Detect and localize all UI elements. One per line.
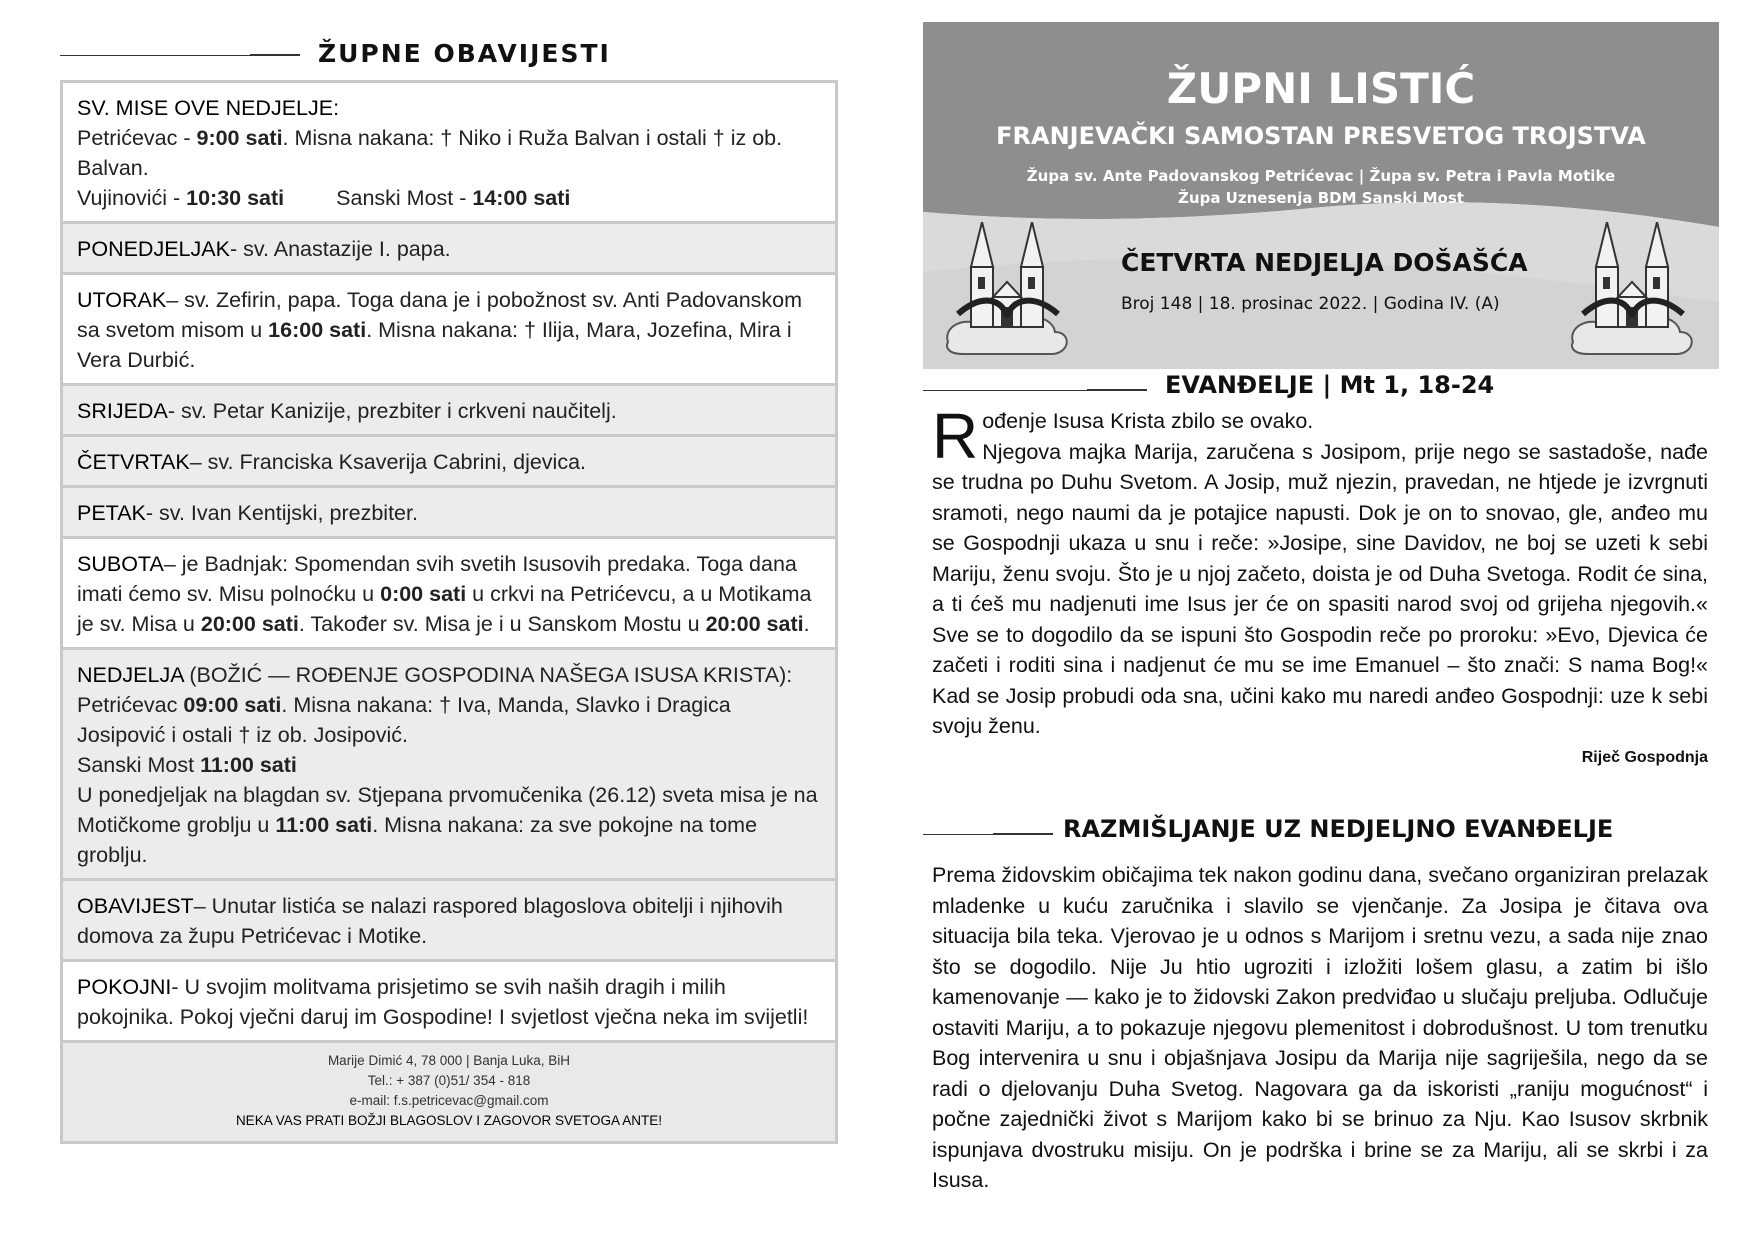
notice-text: u crkvi na Petrićevcu, a u Motikama je sv. Misa u [77,582,812,636]
parishes-line: Župa sv. Ante Padovanskog Petrićevac | Župa sv. Petra i Pavla Motike [1026,167,1616,185]
reflection-title: RAZMIŠLJANJE UZ NEDJELJNO EVANĐELJE [1063,815,1614,843]
notice-text: - sv. Ivan Kentijski, prezbiter. [145,501,418,525]
notice-saturday [63,539,835,650]
reflection-text: Prema židovskim običajima tek nakon godinu dana, svečano organiziran prelazak mladenke u kuću zaručnika i slavilo se vjenčanje. Za Josipa je čitava ova situacija bila teka. Vjerovao je u odnos s Marijom i sretnu vezu, a sada nije znao što se dogodilo. Nije Ju htio ugroziti i izložiti lošem glasu, a zatim bi išlo kamenovanje — kako je to židovski Zakon predviđao u slučaju preljuba. Odlučuje ostaviti Mariju, a to pokazuje njegovu plemenitost i dobrodušnost. U tom trenutku Bog intervenira u snu i objašnjava Josipu da Marija nije sagriješila, nego da se radi o djelovanju Duha Svetog. Nagovara ga da iskoristi „raniju mogućnost“ i počne zajednički život s Marijom kako bi se brinuo za Nju. Kao Isusov skrbnik ispunjava dvostruku misiju. On je podrška i brine se za Mariju, ali se skrbi i za Isusa. [932,863,1708,1192]
footer-phone: Tel.: + 387 (0)51/ 354 - 818 [367,1073,531,1088]
notice-text: . Misna nakana: za sve pokojne na tome groblju. [77,813,758,867]
notices-list [60,80,838,1043]
friary-name: FRANJEVAČKI SAMOSTAN PRESVETOG TROJSTVA [996,122,1646,150]
notice-time: 14:00 sati [472,186,571,210]
notice-text: U ponedjeljak na blagdan sv. Stjepana prvomučenika (26.12) sveta misa je na Motičkome groblju u [77,783,818,837]
reflection-heading [923,815,1723,851]
notice-time: 0:00 sati [380,582,467,606]
notice-key: ČETVRTAK [77,450,190,474]
notice-key: SUBOTA [77,552,164,576]
gospel-text [932,400,1708,770]
notice-deceased [63,962,835,1043]
notice-time: 9:00 sati [196,126,283,150]
notice-masses [63,83,835,224]
heading-rule [923,834,1051,835]
notice-wednesday [63,386,835,437]
notice-text: Petrićevac - [77,126,197,150]
notices-title: ŽUPNE OBAVIJESTI [318,39,611,68]
notice-key: PETAK [77,501,146,525]
notice-key: POKOJNI [77,975,172,999]
notice-time: 11:00 sati [275,813,373,837]
notice-thursday [63,437,835,488]
notice-time: 20:00 sati [705,612,804,636]
notice-text: – sv. Zefirin, papa. Toga dana je i pobožnost sv. Anti Padovanskom sa svetom misom u [77,288,803,342]
notice-text: Sanski Most - [336,186,473,210]
contact-footer [60,1043,838,1144]
notice-text: – Unutar listića se nalazi raspored blagoslova obitelji i njihovih domova za župu Petrićevac i Motike. [77,894,783,948]
notice-key: SV. MISE OVE NEDJELJE: [77,96,340,120]
notice-key: PONEDJELJAK [77,237,230,261]
notice-time: 11:00 sati [200,753,297,777]
notice-text: (BOŽIĆ — ROĐENJE GOSPODINA NAŠEGA ISUSA KRISTA): [183,663,793,687]
notice-sunday [63,650,835,881]
sunday-title: ČETVRTA NEDJELJA DOŠAŠĆA [1121,248,1528,277]
notice-key: NEDJELJA [77,663,184,687]
bulletin-title: ŽUPNI LISTIĆ [1166,64,1476,113]
gospel-first-line: ođenje Isusa Krista zbilo se ovako. [982,409,1314,433]
parishes-line: Župa Uznesenja BDM Sanski Most [1178,189,1464,207]
footer-blessing: NEKA VAS PRATI BOŽJI BLAGOSLOV I ZAGOVOR SVETOGA ANTE! [235,1113,663,1128]
notice-time: 09:00 sati [183,693,282,717]
notice-text: - sv. Petar Kanizije, prezbiter i crkveni naučitelj. [167,399,617,423]
notices-column [60,34,838,1144]
gospel-title: EVANĐELJE | Mt 1, 18-24 [1165,371,1495,399]
notice-friday [63,488,835,539]
notice-tuesday [63,275,835,386]
notice-text: . Također sv. Misa je i u Sanskom Mostu u [298,612,706,636]
issue-meta: Broj 148 | 18. prosinac 2022. | Godina IV. (A) [1121,294,1500,314]
notice-monday [63,224,835,275]
notice-text: – je Badnjak: Spomendan svih svetih Isusovih predaka. Toga dana imati ćemo sv. Misu polnoćku u [77,552,797,606]
notice-time: 10:30 sati [186,186,285,210]
gospel-source: Riječ Gospodnja [1581,748,1708,766]
notice-text: – sv. Franciska Ksaverija Cabrini, djevica. [189,450,587,474]
gospel-body: Njegova majka Marija, zaručena s Josipom, prije nego se sastadoše, nađe se trudna po Duhu Svetom. A Josip, muž njezin, pravedan, ne htjede je izvrgnuti sramoti, nego naumi da je potajice napusti. Dok je on to snovao, gle, anđeo mu se Gospodnji ukaza u snu i reče: »Josipe, sine Davidov, ne boj se uzeti k sebi Mariju, ženu svoju. Što je u njoj začeto, doista je od Duha Svetoga. Rodit će sina, a ti ćeš mu nadjenuti ime Isus jer će on spasiti narod svoj od grijeha njegovih.« Sve se to dogodilo da se ispuni što Gospodin reče po proroku: »Evo, Djevica će začeti i roditi sina i nadjenut će mu se ime Emanuel – što znači: S nama Bog!« Kad se Josip probudi oda sna, učini kako mu naredi anđeo Gospodnji: uze k sebi svoju ženu. [932,439,1708,738]
heading-rule [923,390,1145,391]
notice-text: . Misna nakana: † Niko i Ruža Balvan i ostali † iz ob. Balvan. [77,126,783,180]
notice-time: 20:00 sati [200,612,299,636]
notices-heading [60,34,838,80]
bulletin-banner [923,22,1719,369]
notice-key: OBAVIJEST [77,894,194,918]
notice-text: - sv. Anastazije I. papa. [229,237,451,261]
notice-announcement [63,881,835,962]
church-icon-right [1568,222,1698,362]
drop-cap: R [932,400,979,472]
gospel-heading [923,371,1723,407]
footer-address: Marije Dimić 4, 78 000 | Banja Luka, BiH [327,1053,571,1068]
notice-text: - U svojim molitvama prisjetimo se svih naših dragih i milih pokojnika. Pokoj vječni daruj im Gospodine! I svjetlost vječna neka im svijetli! [77,975,809,1029]
notice-text: Sanski Most [77,753,201,777]
parishes-list [923,165,1719,209]
notice-text: . Misna nakana: † Ilija, Mara, Jozefina, Mira i Vera Durbić. [77,318,792,372]
notice-text: Vujinovići - [77,186,187,210]
heading-rule [60,55,298,56]
church-icon-left [943,222,1073,362]
footer-email[interactable]: e-mail: f.s.petricevac@gmail.com [349,1093,549,1108]
notice-key: UTORAK [77,288,167,312]
notice-text: . Misna nakana: † Iva, Manda, Slavko i Dragica Josipović i ostali † iz ob. Josipović. [77,693,731,747]
notice-time: 16:00 sati [268,318,367,342]
notice-text: . [803,612,810,636]
notice-text: Petrićevac [77,693,184,717]
notice-key: SRIJEDA [77,399,168,423]
